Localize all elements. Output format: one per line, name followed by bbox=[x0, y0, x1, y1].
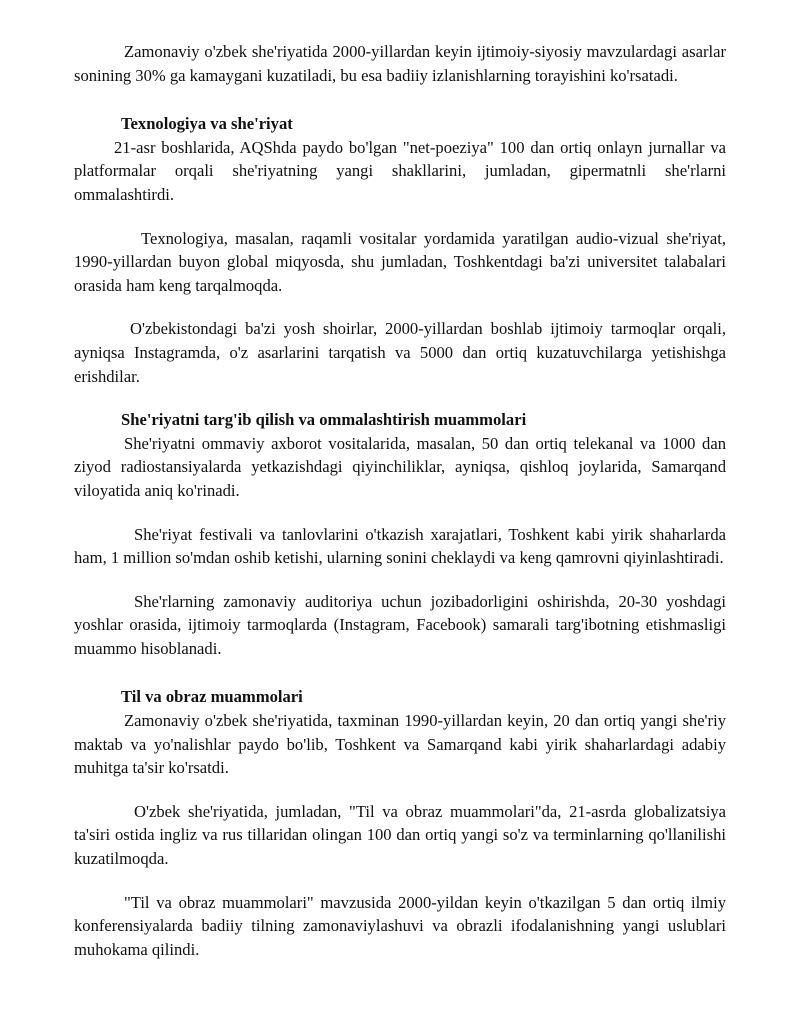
paragraph-mass-media: She'riyatni ommaviy axborot vositalarida, masalan, 50 dan ortiq telekanal va 1000 dan ziyod radiostansiyalarda yetkazishdagi qiyinchiliklar, ayniqsa, qishloq joylarida, Samarqand viloyatida aniq ko'rinadi. bbox=[74, 433, 726, 500]
heading-technology: Texnologiya va she'riyat bbox=[121, 114, 293, 134]
paragraph-net-poetry: 21-asr boshlarida, AQShda paydo bo'lgan "net-poeziya" 100 dan ortiq onlayn jurnallar va platformalar orqali she'riyatning yangi shakllarini, jumladan, gipermatnli she'rlarni ommalashtirdi. bbox=[74, 137, 726, 204]
paragraph-festival-costs: She'riyat festivali va tanlovlarini o'tkazish xarajatlari, Toshkent kabi yirik shaharlarda ham, 1 million so'mdan oshib ketishi, ularning sonini cheklaydi va keng qamrovni qiyinlashtiradi. bbox=[74, 524, 726, 568]
paragraph-young-poets: O'zbekistondagi ba'zi yosh shoirlar, 2000-yillardan boshlab ijtimoiy tarmoqlar orqali, ayniqsa Instagramda, o'z asarlarini tarqatish va 5000 dan ortiq kuzatuvchilarga yetishishga erishdilar. bbox=[74, 319, 726, 386]
paragraph-globalization: O'zbek she'riyatida, jumladan, "Til va obraz muammolari"da, 21-asrda globalizatsiya ta'siri ostida ingliz va rus tillaridan olingan 100 dan ortiq yangi so'z va terminlarning qo'llanilishi kuzatilmoqda. bbox=[74, 801, 726, 869]
paragraph-intro: Zamonaviy o'zbek she'riyatida 2000-yillardan keyin ijtimoiy-siyosiy mavzulardagi asarlar sonining 30% ga kamaygani kuzatiladi, bu esa badiiy izlanishlarning torayishini ko'rsatadi. bbox=[74, 42, 726, 85]
paragraph-new-schools: Zamonaviy o'zbek she'riyatida, taxminan 1990-yillardan keyin, 20 dan ortiq yangi she'riy maktab va yo'nalishlar paydo bo'lib, Toshkent va Samarqand kabi yirik shaharlardagi adabiy muhitga ta'sir ko'rsatdi. bbox=[74, 711, 726, 778]
heading-promotion: She'riyatni targ'ib qilish va ommalashtirish muammolari bbox=[121, 410, 527, 430]
heading-language: Til va obraz muammolari bbox=[121, 687, 303, 707]
paragraph-audio-visual: Texnologiya, masalan, raqamli vositalar yordamida yaratilgan audio-vizual she'riyat, 1990-yillardan buyon global miqyosda, shu jumladan, Toshkentdagi ba'zi universitet talabalari orasida ham keng tarqalmoqda. bbox=[74, 228, 726, 295]
paragraph-conferences: "Til va obraz muammolari" mavzusida 2000-yildan keyin o'tkazilgan 5 dan ortiq ilmiy konferensiyalarda badiiy tilning zamonaviylashuvi va obrazli ifodalanishning yangi uslublari muhokama qilindi. bbox=[74, 892, 726, 959]
document-page bbox=[74, 40, 726, 961]
paragraph-audience: She'rlarning zamonaviy auditoriya uchun jozibadorligini oshirishda, 20-30 yoshdagi yoshlar orasida, ijtimoiy tarmoqlarda (Instagram, Facebook) samarali targ'ibotning etishmasligi muammo hisoblanadi. bbox=[74, 591, 726, 658]
